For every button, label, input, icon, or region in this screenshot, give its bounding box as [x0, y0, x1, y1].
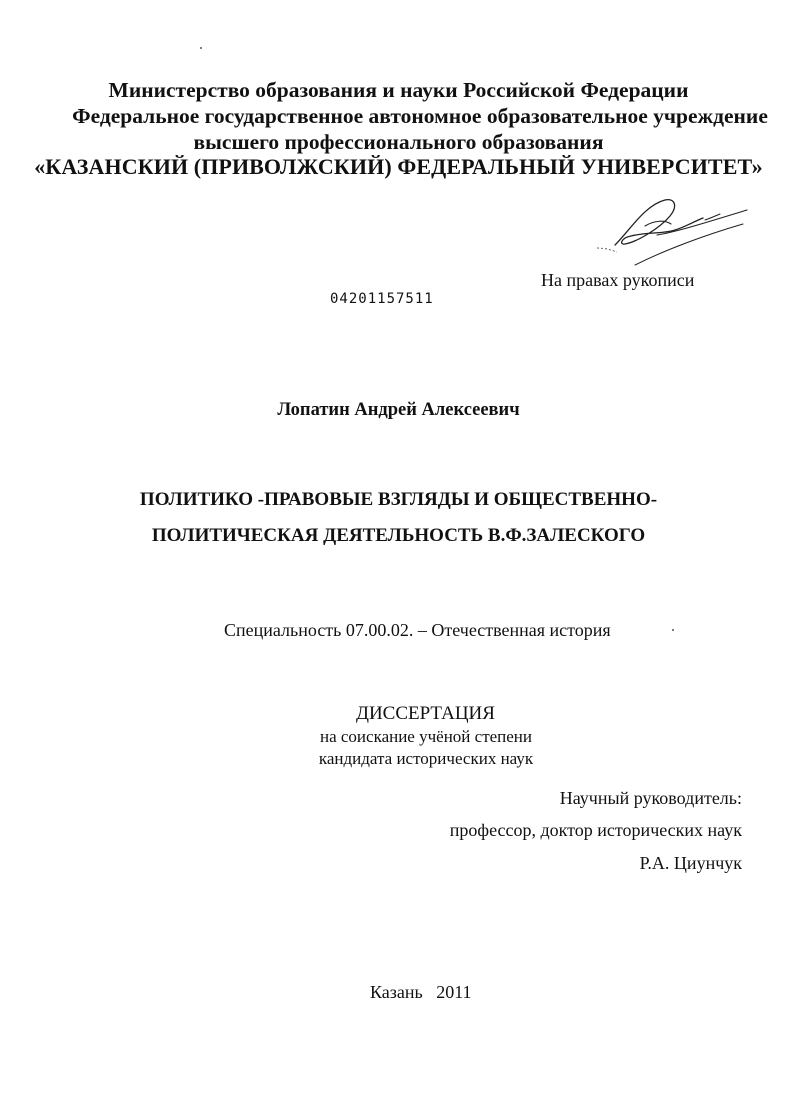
- scan-speck: [200, 47, 202, 49]
- specialty-line: Специальность 07.00.02. – Отечественная история: [224, 620, 611, 640]
- scan-speck: [672, 629, 674, 631]
- city-year: Казань 2011: [370, 982, 472, 1002]
- supervisor-title: профессор, доктор исторических наук: [449, 820, 742, 840]
- university-heading: «КАЗАНСКИЙ (ПРИВОЛЖСКИЙ) ФЕДЕРАЛЬНЫЙ УНИВЕРСИТЕТ»: [34, 154, 763, 179]
- ministry-heading: Министерство образования и науки Российской Федерации: [108, 78, 689, 102]
- dissertation-title-line-1: ПОЛИТИКО -ПРАВОВЫЕ ВЗГЛЯДЫ И ОБЩЕСТВЕННО-: [139, 489, 658, 510]
- supervisor-name: Р.А. Циунчук: [639, 853, 742, 873]
- institution-heading: Федеральное государственное автономное образовательное учреждение: [72, 104, 768, 128]
- supervisor-label: Научный руководитель:: [559, 788, 742, 808]
- dissertation-title-line-2: ПОЛИТИЧЕСКАЯ ДЕЯТЕЛЬНОСТЬ В.Ф.ЗАЛЕСКОГО: [151, 525, 646, 546]
- document-code: 04201157511: [330, 291, 434, 307]
- author-name: Лопатин Андрей Алексеевич: [277, 400, 520, 420]
- dissertation-type: ДИССЕРТАЦИЯ: [356, 703, 495, 724]
- degree-line-2: кандидата исторических наук: [318, 749, 534, 768]
- manuscript-rights-note: На правах рукописи: [541, 270, 695, 290]
- degree-line-1: на соискание учёной степени: [319, 727, 533, 746]
- handwritten-signature: [575, 190, 755, 275]
- education-level-heading: высшего профессионального образования: [193, 130, 604, 154]
